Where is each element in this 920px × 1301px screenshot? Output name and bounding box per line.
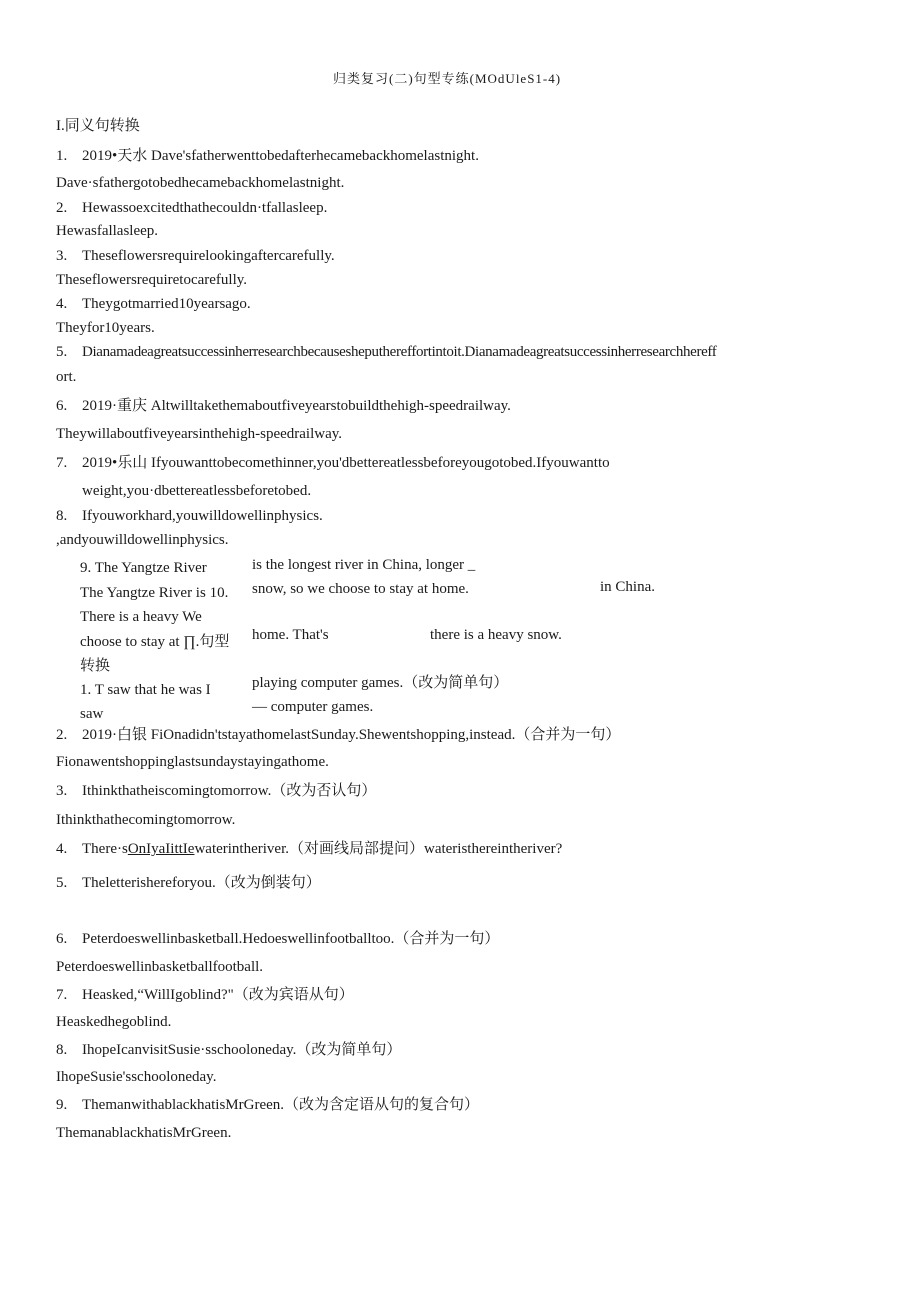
answer-2: Hewasfallasleep. [56,223,159,239]
s2-question-3: 3. Ithinkthatheiscomingtomorrow.（改为否认句） [56,783,377,799]
question-4: 4. Theygotmarried10yearsago. [56,296,251,312]
s2-question-6: 6. Peterdoeswellinbasketball.Hedoeswellinfootballtoo.（合并为一句） [56,931,500,947]
s2-item1-left-2: saw [80,706,104,722]
s2-answer-3: Ithinkthathecomingtomorrow. [56,812,236,828]
s2-question-8: 8. IhopeIcanvisitSusie·sschooloneday.（改为简单句） [56,1042,402,1058]
s2-item1-right-2: — computer games. [252,699,374,715]
question-8: 8. Ifyouworkhard,youwilldowellinphysics. [56,508,323,524]
s2-answer-2: Fionawentshoppinglastsundaystayingathome. [56,754,329,770]
answer-8: ,andyouwilldowellinphysics. [56,532,229,548]
s2-question-4: 4. There·sOnIyaIittIewaterintheriver.（对画线局部提问）wateristhereintheriver? [56,841,563,857]
item9-right-2: snow, so we choose to stay at home. [252,581,469,597]
item9-left-1: 9. The Yangtze River [80,560,207,576]
s2-question-2: 2. 2019·白银 FiOnadidn'tstayathomelastSunday.Shewentshopping,instead.（合并为一句） [56,727,621,743]
s2-answer-6: Peterdoeswellinbasketballfootball. [56,959,264,975]
answer-3: Theseflowersrequiretocarefully. [56,272,248,288]
s2-answer-7: Heaskedhegoblind. [56,1014,172,1030]
answer-4: Theyfor10years. [56,320,155,336]
question-2: 2. Hewassoexcitedthathecouldn·tfallasleep. [56,200,328,216]
item9-right-2b: in China. [600,579,655,595]
answer-5: ort. [56,369,77,385]
item9-left-4: choose to stay at ∏.句型 [80,634,230,650]
item9-left-5: 转换 [80,658,111,674]
item9-right-1: is the longest river in China, longer _ [252,557,476,573]
s2-question-9: 9. ThemanwithablackhatisMrGreen.（改为含定语从句的复合句） [56,1097,480,1113]
s2-question-7: 7. Heasked,“WillIgoblind?"（改为宾语从句） [56,987,354,1003]
question-7: 7. 2019•乐山 Ifyouwanttobecomethinner,you'dbettereatlessbeforeyougotobed.Ifyouwantto [56,455,610,471]
s2-answer-9: ThemanablackhatisMrGreen. [56,1125,232,1141]
page-title: 归类复习(二)句型专练(MOdUleS1-4) [333,71,562,86]
s2-item1-right-1: playing computer games.（改为简单句） [252,675,509,691]
question-6: 6. 2019·重庆 Altwilltakethemaboutfiveyearstobuildthehigh-speedrailway. [56,398,511,414]
item9-left-3: There is a heavy We [80,609,202,625]
section-heading: I.同义句转换 [56,118,140,134]
answer-6: Theywillaboutfiveyearsinthehigh-speedrailway. [56,426,343,442]
underlined-part: OnIyaIittIe [127,841,195,857]
s2-answer-8: IhopeSusie'sschooloneday. [56,1069,217,1085]
question-3: 3. Theseflowersrequirelookingaftercarefully. [56,248,335,264]
answer-7: weight,you·dbettereatlessbeforetobed. [82,483,312,499]
item9-right-3: home. That's [252,627,329,643]
item9-left-2: The Yangtze River is 10. [80,585,229,601]
s2-item1-left-1: 1. T saw that he was I [80,682,211,698]
item9-right-3b: there is a heavy snow. [430,627,562,643]
question-5: 5. Dianamadeagreatsuccessinherresearchbecausesheputhereffortintoit.Dianamadeagreatsuccessinherresearchhereff [56,344,717,360]
s2-question-5: 5. Theletterishereforyou.（改为倒装句） [56,875,321,891]
answer-1: Dave·sfathergotobedhecamebackhomelastnight. [56,175,345,191]
question-1: 1. 2019•天水 Dave'sfatherwenttobedafterhecamebackhomelastnight. [56,148,479,164]
